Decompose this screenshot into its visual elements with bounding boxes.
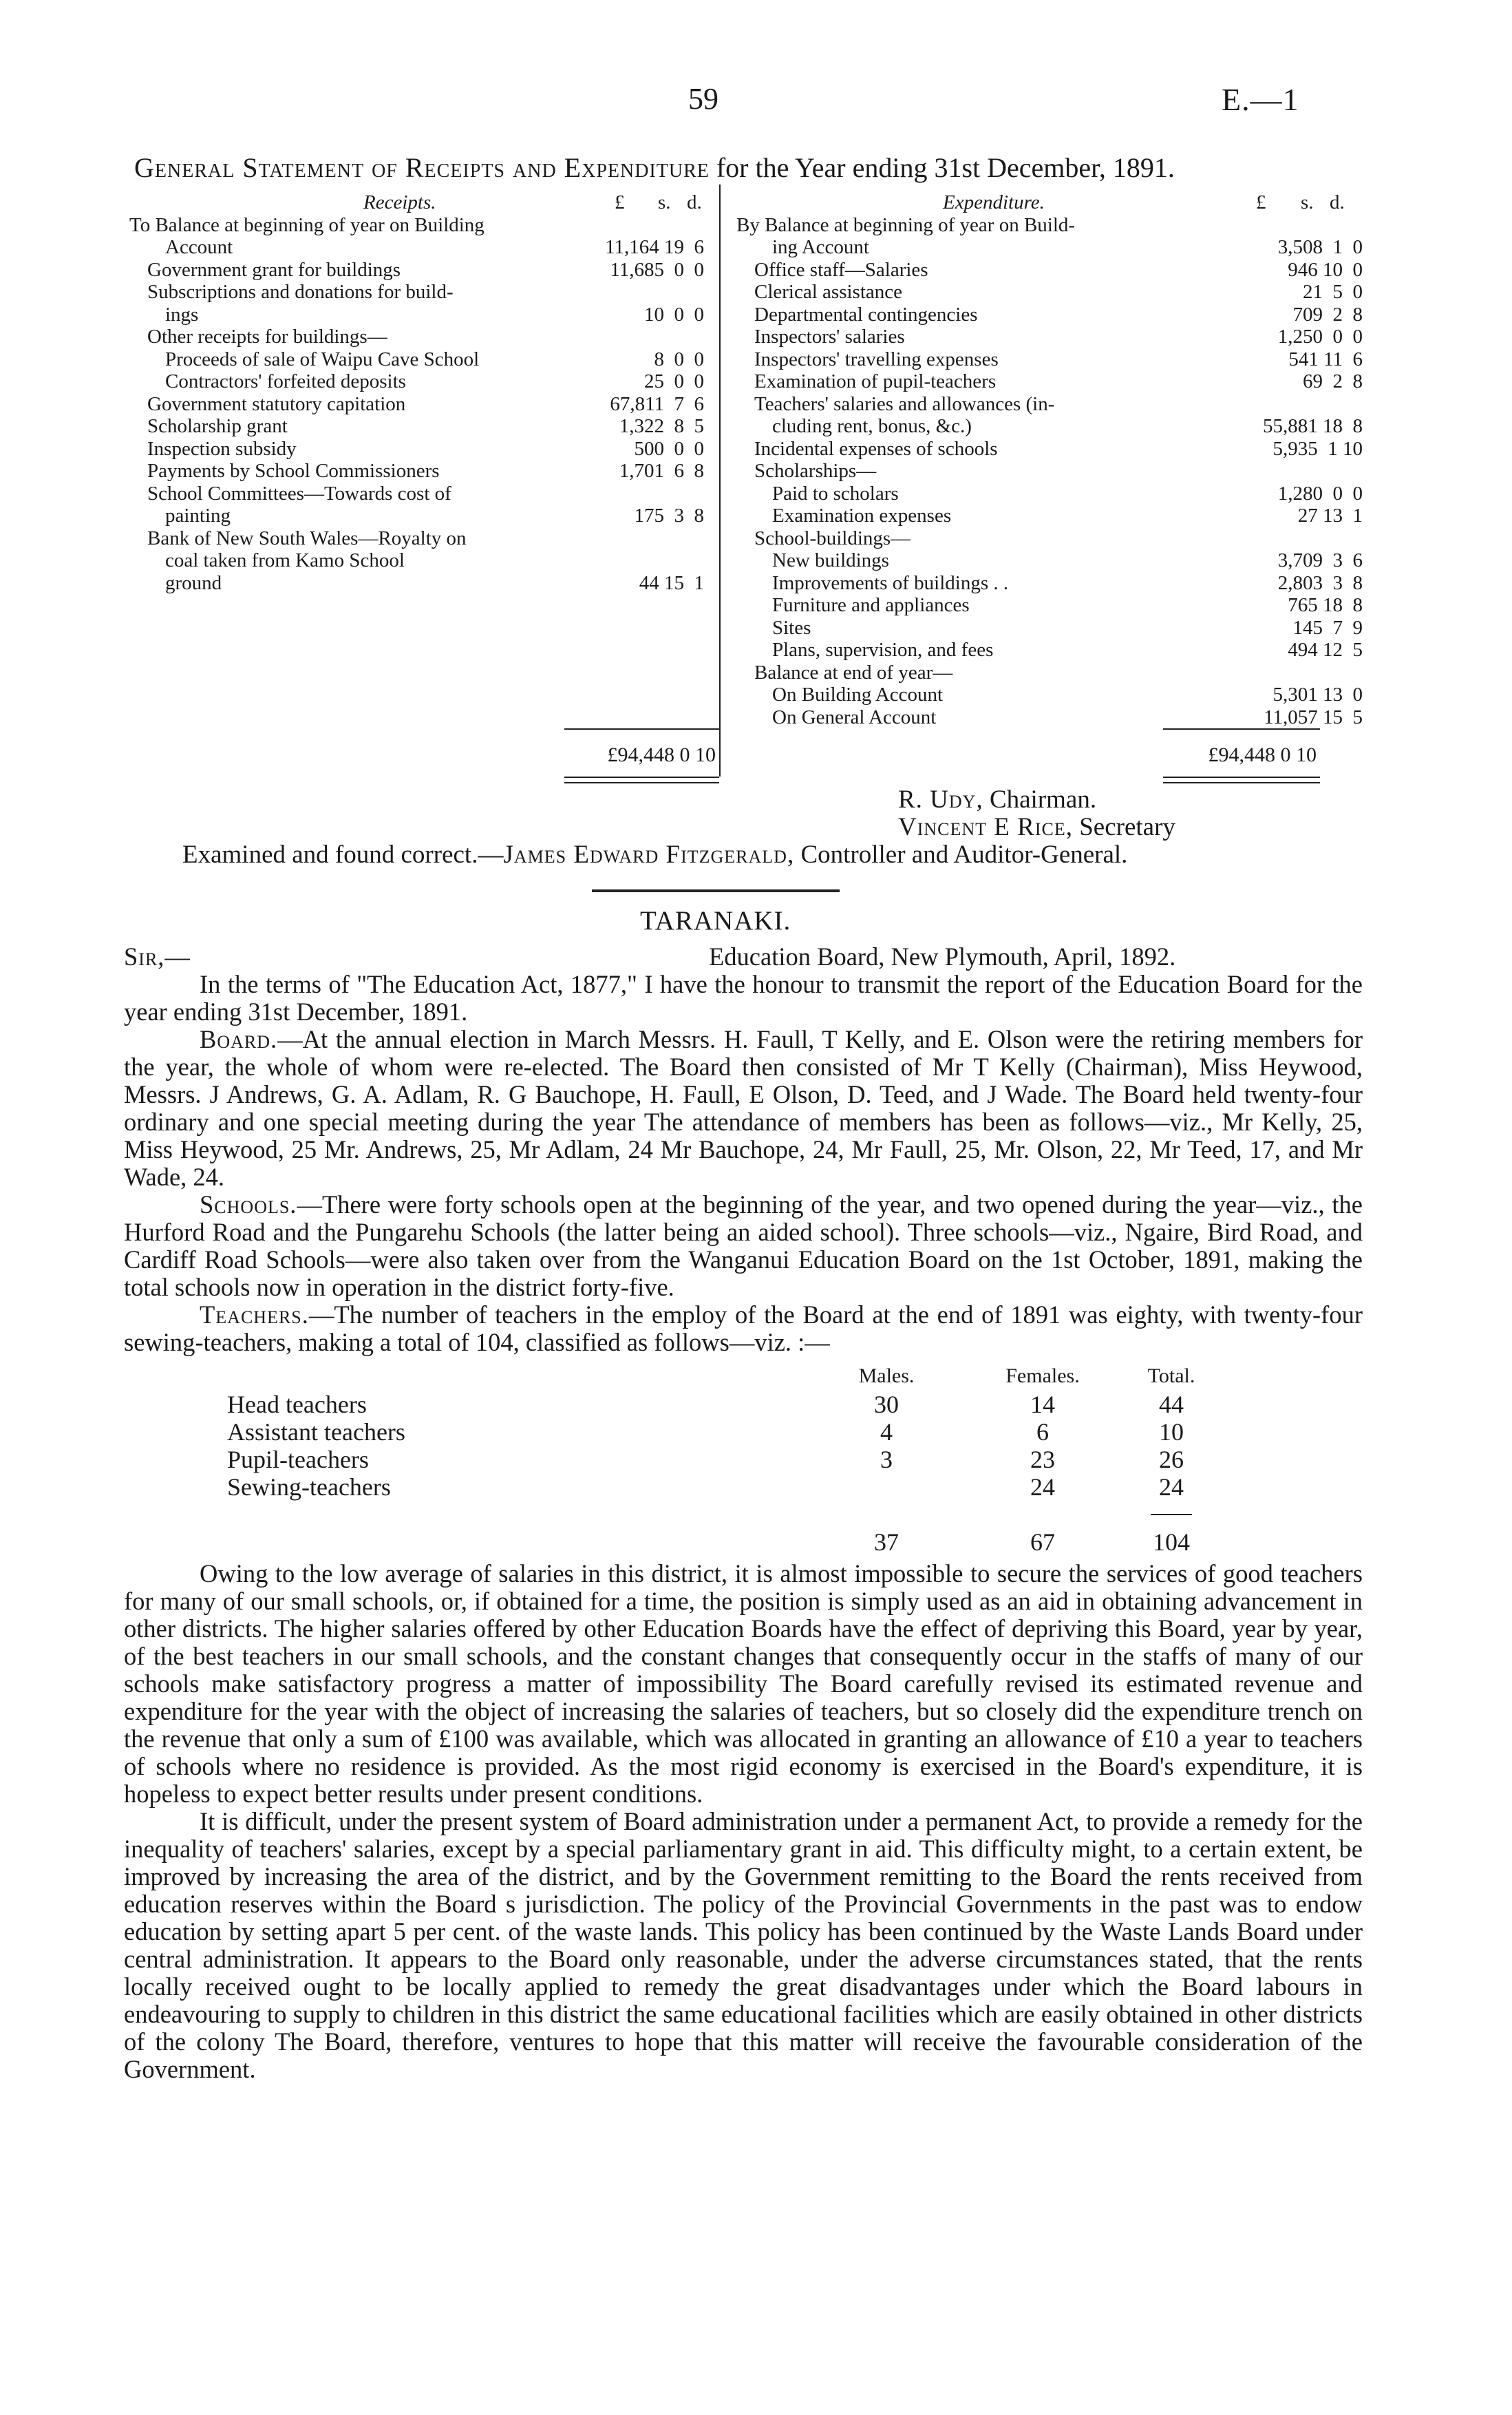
receipts-line-label: Payments by School Commissioners	[147, 460, 440, 482]
expenditure-line-label: cluding rent, bonus, &c.)	[772, 415, 972, 437]
section-divider	[592, 889, 840, 892]
statement-title-rest: for the Year ending 31st December, 1891.	[716, 152, 1175, 183]
expenditure-line-amount: 709 2 8	[1292, 303, 1363, 326]
expenditure-line	[736, 662, 1370, 684]
expenditure-line-amount: 2,803 3 8	[1277, 571, 1363, 594]
salutation: Sir,—	[124, 942, 191, 971]
receipts-lines	[129, 214, 711, 595]
receipts-line	[129, 259, 711, 282]
expenditure-line-label: Examination of pupil-teachers	[754, 370, 997, 392]
expenditure-line-label: On General Account	[772, 706, 937, 728]
receipts-line-amount: 11,685 0 0	[610, 258, 704, 281]
teacher-row	[227, 1473, 1224, 1501]
teacher-row	[227, 1391, 1224, 1418]
expenditure-line-amount: 3,508 1 0	[1277, 236, 1363, 258]
receipts-total-rule-top	[564, 728, 719, 730]
receipts-line	[129, 527, 711, 550]
teacher-row-total: 26	[1159, 1446, 1184, 1473]
expenditure-line-label: School-buildings—	[754, 527, 911, 549]
receipts-col-s: s.	[658, 191, 671, 213]
receipts-line	[129, 304, 711, 326]
expenditure-line-label: Sites	[772, 616, 811, 639]
expenditure-line-label: Furniture and appliances	[772, 594, 970, 616]
receipts-header-row	[129, 191, 711, 214]
receipts-line-label: Government statutory capitation	[147, 392, 406, 415]
document-code: E.—1	[1222, 82, 1299, 117]
expenditure-line	[736, 415, 1370, 438]
receipts-line	[129, 572, 711, 595]
receipts-line-label: coal taken from Kamo School	[165, 549, 405, 571]
chairman-signature	[898, 785, 1096, 814]
expenditure-line-amount: 21 5 0	[1303, 281, 1363, 303]
expenditure-line-label: Balance at end of year—	[754, 661, 953, 684]
receipts-line	[129, 236, 711, 259]
schools-heading: Schools.	[200, 1190, 297, 1219]
expenditure-line	[736, 259, 1370, 282]
receipts-line-amount: 1,701 6 8	[619, 460, 704, 482]
expenditure-line	[736, 594, 1370, 617]
receipts-line	[129, 281, 711, 304]
expenditure-line	[736, 214, 1370, 237]
expenditure-line-label: Plans, supervision, and fees	[772, 639, 994, 661]
receipts-line	[129, 549, 711, 572]
auditor-line	[182, 840, 1127, 869]
teacher-row-females: 14	[1030, 1391, 1055, 1418]
total-females: 67	[1030, 1528, 1055, 1556]
teacher-row-label: Head teachers	[227, 1391, 367, 1418]
teacher-classification-table	[227, 1362, 1224, 1556]
receipts-col-pound: £	[615, 191, 625, 213]
expenditure-line-label: ing Account	[772, 236, 869, 258]
receipts-line-amount: 8 0 0	[654, 348, 704, 370]
teachers-heading: Teachers.	[200, 1300, 309, 1329]
receipts-line-amount: 25 0 0	[644, 370, 704, 392]
expenditure-line-label: Office staff—Salaries	[754, 258, 928, 281]
receipts-table	[129, 191, 711, 790]
expenditure-line	[736, 505, 1370, 527]
teacher-row-total: 24	[1159, 1473, 1184, 1501]
dateline: Education Board, New Plymouth, April, 1892.	[709, 942, 1176, 971]
board-heading: Board.	[200, 1025, 278, 1053]
expenditure-line	[736, 236, 1370, 259]
expenditure-table	[736, 191, 1370, 790]
receipts-line-label: Bank of New South Wales—Royalty on	[147, 527, 467, 549]
expenditure-col-s: s.	[1301, 191, 1314, 213]
teacher-row-males	[807, 1473, 966, 1501]
expenditure-col-d: d.	[1330, 191, 1345, 213]
expenditure-line-label: Teachers' salaries and allowances (in-	[754, 392, 1055, 415]
receipts-total-rule-bottom-1	[564, 777, 719, 778]
expenditure-line-amount: 3,709 3 6	[1277, 549, 1363, 571]
expenditure-line-label: Inspectors' salaries	[754, 326, 905, 348]
expenditure-line-amount: 145 7 9	[1292, 616, 1363, 639]
receipts-line-label: ground	[165, 571, 222, 594]
column-divider	[719, 184, 721, 777]
col-total: Total.	[1147, 1364, 1195, 1387]
expenditure-line-label: Improvements of buildings . .	[772, 571, 1009, 594]
expenditure-line-label: By Balance at beginning of year on Build-	[736, 213, 1076, 236]
expenditure-line-amount: 55,881 18 8	[1263, 415, 1363, 437]
teacher-row-label: Assistant teachers	[227, 1418, 405, 1446]
total-males: 37	[874, 1528, 899, 1556]
expenditure-line-label: New buildings	[772, 549, 889, 571]
expenditure-line-amount: 494 12 5	[1288, 639, 1363, 661]
receipts-line-label: Subscriptions and donations for build-	[147, 281, 454, 303]
teacher-row	[227, 1446, 1224, 1473]
receipts-line-amount: 175 3 8	[634, 505, 704, 527]
board-paragraph	[124, 1026, 1363, 1191]
teacher-row-label: Sewing-teachers	[227, 1473, 391, 1501]
total-rule	[1151, 1514, 1192, 1515]
expenditure-line	[736, 639, 1370, 662]
auditor-title: Controller and Auditor-General.	[800, 841, 1128, 869]
expenditure-total-rule-bottom-1	[1163, 777, 1320, 778]
expenditure-line	[736, 438, 1370, 461]
difficult-paragraph: It is difficult, under the present system of Board administration under a permanent Act, to provide a remedy for the inequality of teachers' salaries, except by a special parliamentary grant in aid. This difficulty might, to a certain extent, be improved by increasing the area of the district, and by the Government remitting to the Board the rents received from education reserves within the Board s jurisdiction. The policy of the Provincial Governments in the past was to endow education by setting apart 5 per cent. of the waste lands. This policy has been continued by the Waste Lands Board under central administration. It appears to the Board only reasonable, under the adverse circumstances stated, that the rents locally received ought to be locally applied to remedy the great disadvantages under which the Board labours in endeavouring to supply to children in this district the same educational facilities which are easily obtained in other districts of the colony The Board, therefore, ventures to hope that this matter will receive the favourable consideration of the Government.	[124, 1807, 1363, 2083]
receipts-line-label: Account	[165, 236, 233, 258]
receipts-line-amount: 11,164 19 6	[605, 236, 704, 258]
teacher-totals-row	[227, 1501, 1224, 1528]
receipts-total: £94,448 0 10	[607, 744, 716, 766]
expenditure-heading: Expenditure.	[943, 191, 1045, 213]
section-title: TARANAKI.	[640, 906, 791, 936]
expenditure-line-label: Paid to scholars	[772, 482, 899, 505]
teacher-table-header	[227, 1362, 1224, 1391]
col-females: Females.	[1005, 1364, 1080, 1387]
receipts-col-d: d.	[687, 191, 702, 213]
schools-paragraph	[124, 1191, 1363, 1301]
expenditure-total: £94,448 0 10	[1208, 744, 1317, 766]
receipts-line-label: School Committees—Towards cost of	[147, 482, 451, 505]
board-text: —At the annual election in March Messrs. H. Faull, T Kelly, and E. Olson were the retiring members for the year, the whole of whom were re-elected. The Board then consisted of Mr T Kelly (Chairman), Miss Heywood, Messrs. J Andrews, G. A. Adlam, R. G Bauchope, H. Faull, E Olson, D. Teed, and J Wade. The Board held twenty-four ordinary and one special meeting during the year The attendance of members has been as follows—viz., Mr Kelly, 25, Miss Heywood, 25 Mr. Andrews, 25, Mr Adlam, 24 Mr Bauchope, 24, Mr Faull, 25, Mr. Olson, 22, Mr Teed, 17, and Mr Wade, 24.	[124, 1025, 1363, 1191]
receipts-line-label: ings	[165, 303, 199, 326]
expenditure-line-label: Examination expenses	[772, 505, 952, 527]
receipts-line-label: Inspection subsidy	[147, 437, 297, 460]
teachers-paragraph	[124, 1301, 1363, 1356]
secretary-title: Secretary	[1079, 813, 1175, 841]
expenditure-line-amount: 541 11 6	[1288, 348, 1363, 370]
receipts-line	[129, 483, 711, 505]
expenditure-line-amount: 69 2 8	[1303, 370, 1363, 392]
chairman-name: R. Udy,	[898, 785, 983, 814]
chairman-title: Chairman.	[989, 785, 1097, 814]
receipts-line-amount: 10 0 0	[644, 303, 704, 326]
teacher-table-body	[227, 1391, 1224, 1501]
teachers-text: —The number of teachers in the employ of the Board at the end of 1891 was eighty, with twenty-four sewing-teachers, making a total of 104, classified as follows—viz. :—	[124, 1300, 1363, 1356]
col-males: Males.	[858, 1364, 915, 1387]
teacher-row-males: 30	[874, 1391, 899, 1418]
receipts-line-amount: 500 0 0	[634, 437, 704, 460]
receipts-line-label: Other receipts for buildings—	[147, 326, 387, 348]
expenditure-lines	[736, 214, 1370, 729]
receipts-line	[129, 214, 711, 237]
expenditure-line-amount: 27 13 1	[1297, 505, 1363, 527]
receipts-heading: Receipts.	[363, 191, 436, 213]
expenditure-line	[736, 281, 1370, 304]
receipts-line	[129, 370, 711, 393]
expenditure-total-rule-top	[1163, 728, 1320, 730]
expenditure-line-label: Incidental expenses of schools	[754, 437, 998, 460]
intro-paragraph: In the terms of "The Education Act, 1877," I have the honour to transmit the report of the Education Board for the year ending 31st December, 1891.	[124, 970, 1363, 1026]
receipts-line-label: To Balance at beginning of year on Building	[129, 213, 485, 236]
schools-text: —There were forty schools open at the beginning of the year, and two opened during the year—viz., the Hurford Road and the Pungarehu Schools (the latter being an aided school). Three schools—viz., Ngaire, Bird Road, and Cardiff Road Schools—were also taken over from the Wanganui Education Board on the 1st October, 1891, making the total schools now in operation in the district forty-five.	[124, 1190, 1363, 1301]
salutation-row	[124, 943, 1363, 971]
teacher-row-females: 24	[1030, 1473, 1055, 1501]
expenditure-line-amount: 5,301 13 0	[1273, 684, 1363, 706]
expenditure-line-label: On Building Account	[772, 684, 944, 706]
expenditure-line-amount: 1,280 0 0	[1277, 482, 1363, 505]
receipts-line	[129, 393, 711, 416]
expenditure-line	[736, 460, 1370, 483]
teacher-row-males: 4	[880, 1418, 893, 1446]
expenditure-line-amount: 765 18 8	[1288, 594, 1363, 616]
receipts-total-rule-bottom-2	[564, 782, 719, 783]
teacher-row-males: 3	[880, 1446, 893, 1473]
expenditure-line-label: Inspectors' travelling expenses	[754, 348, 999, 370]
receipts-line-label: Scholarship grant	[147, 415, 288, 437]
expenditure-line	[736, 348, 1370, 371]
examined-prefix: Examined and found correct.—	[182, 841, 504, 869]
owing-paragraph: Owing to the low average of salaries in this district, it is almost impossible to secure the services of good teachers for many of our small schools, or, if obtained for a time, the position is simply used as an aid in obtaining advancement in other districts. The higher salaries offered by other Education Boards have the effect of depriving this Board, year by year, of the best teachers in our small schools, and the constant changes that consequently occur in the staffs of many of our schools make satisfactory progress a matter of impossibility The Board carefully revised its estimated revenue and expenditure for the year with the object of increasing the salaries of teachers, but so closely did the expenditure trench on the revenue that only a sum of £100 was available, which was allocated in granting an allowance of £10 a year to teachers of schools where no residence is provided. As the most rigid economy is exercised in the Board's expenditure, it is hopeless to expect better results under present conditions.	[124, 1559, 1363, 1808]
teacher-totals-values	[227, 1528, 1224, 1556]
expenditure-line-label: Clerical assistance	[754, 281, 902, 303]
letter-body	[124, 943, 1363, 2083]
teacher-row-females: 6	[1036, 1418, 1049, 1446]
expenditure-line-amount: 5,935 1 10	[1273, 437, 1363, 460]
teacher-row-total: 44	[1159, 1391, 1184, 1418]
expenditure-line	[736, 549, 1370, 572]
teacher-row	[227, 1418, 1224, 1446]
statement-title	[134, 151, 1373, 184]
expenditure-total-rule-bottom-2	[1163, 782, 1320, 783]
receipts-line	[129, 460, 711, 483]
receipts-line-label: Contractors' forfeited deposits	[165, 370, 406, 392]
receipts-line-label: Government grant for buildings	[147, 258, 401, 281]
expenditure-line	[736, 393, 1370, 416]
expenditure-line	[736, 326, 1370, 348]
teacher-row-total: 10	[1159, 1418, 1184, 1446]
expenditure-line-amount: 11,057 15 5	[1264, 706, 1363, 728]
expenditure-line	[736, 706, 1370, 729]
total-all: 104	[1153, 1528, 1190, 1556]
receipts-line-amount: 1,322 8 5	[619, 415, 704, 437]
expenditure-line-amount: 946 10 0	[1288, 258, 1363, 281]
receipts-line	[129, 348, 711, 371]
receipts-line	[129, 438, 711, 461]
receipts-line-amount: 44 15 1	[639, 571, 704, 594]
secretary-name: Vincent E Rice,	[898, 813, 1073, 841]
statement-title-main: General Statement of Receipts and Expenditure	[134, 152, 710, 183]
expenditure-header-row	[736, 191, 1370, 214]
secretary-signature	[898, 812, 1175, 842]
receipts-line-label: painting	[165, 505, 231, 527]
receipts-line-label: Proceeds of sale of Waipu Cave School	[165, 348, 480, 370]
expenditure-line-label: Scholarships—	[754, 460, 877, 482]
expenditure-line	[736, 527, 1370, 550]
teacher-row-females: 23	[1030, 1446, 1055, 1473]
page-number: 59	[688, 82, 718, 116]
receipts-line-amount: 67,811 7 6	[610, 392, 704, 415]
expenditure-line	[736, 370, 1370, 393]
expenditure-line	[736, 684, 1370, 706]
expenditure-line	[736, 572, 1370, 595]
teacher-row-label: Pupil-teachers	[227, 1446, 369, 1473]
auditor-name: James Edward Fitzgerald,	[503, 841, 795, 869]
expenditure-line-label: Departmental contingencies	[754, 303, 978, 326]
expenditure-line	[736, 304, 1370, 326]
expenditure-line-amount: 1,250 0 0	[1277, 326, 1363, 348]
expenditure-line	[736, 483, 1370, 505]
receipts-line	[129, 505, 711, 527]
receipts-line	[129, 415, 711, 438]
receipts-line	[129, 326, 711, 348]
expenditure-col-pound: £	[1256, 191, 1266, 213]
expenditure-line	[736, 617, 1370, 640]
